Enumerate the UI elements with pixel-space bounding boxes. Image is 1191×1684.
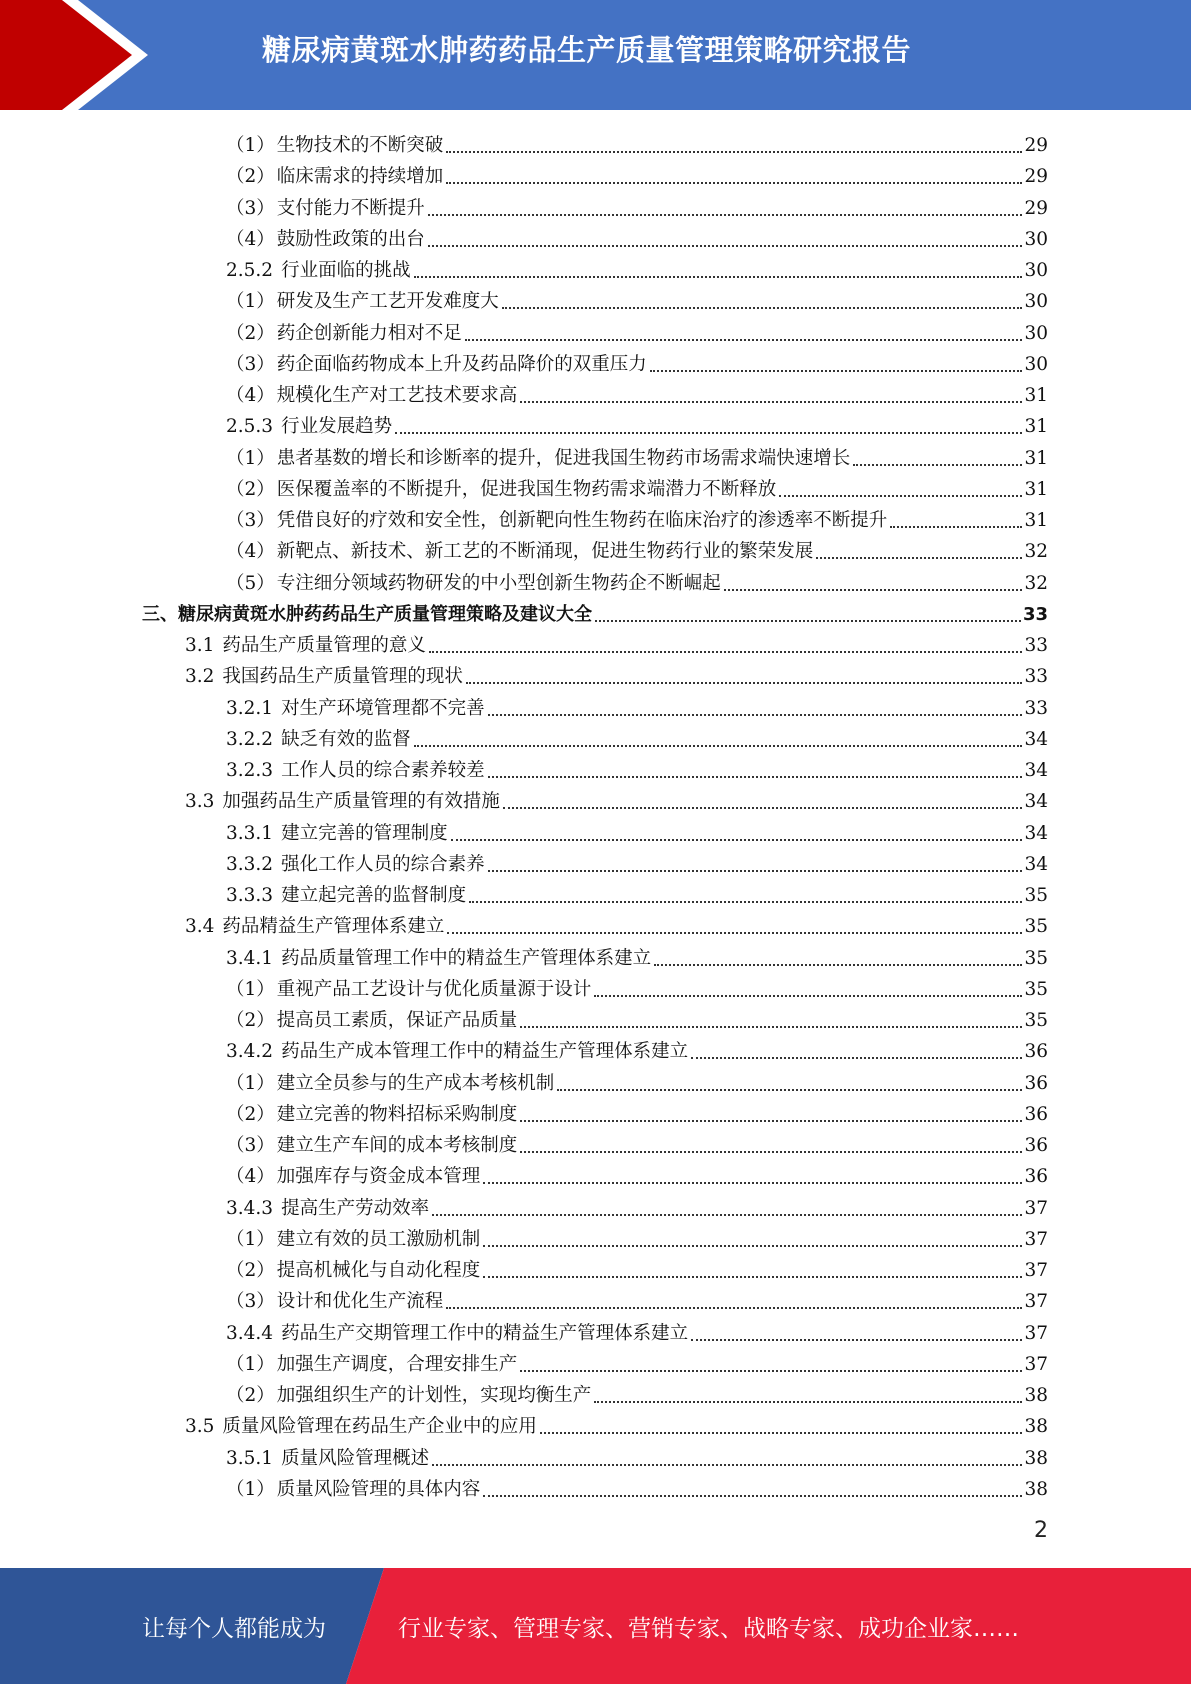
toc-entry-title: 支付能力不断提升 (276, 197, 425, 219)
toc-entry-page: 30 (1024, 260, 1048, 281)
toc-entry[interactable] (226, 1316, 1048, 1346)
footer-slogan-right: 行业专家、管理专家、营销专家、战略专家、成功企业家…… (398, 1616, 1019, 1642)
toc-leader-dots (520, 1370, 1022, 1372)
toc-entry-number: （2） (226, 1103, 275, 1125)
toc-entry-number: （3） (226, 510, 275, 531)
toc-entry[interactable] (226, 816, 1048, 846)
toc-leader-dots (520, 401, 1022, 403)
toc-entry-number: （4） (226, 541, 275, 563)
toc-entry[interactable] (226, 191, 1048, 221)
toc-entry-page: 35 (1024, 916, 1048, 938)
toc-leader-dots (446, 151, 1022, 153)
toc-leader-dots (724, 589, 1023, 591)
toc-leader-dots (469, 901, 1022, 903)
toc-entry-number: （1） (226, 1072, 275, 1094)
page-footer (0, 1568, 1191, 1684)
toc-entry[interactable] (185, 628, 1048, 658)
toc-entry[interactable] (142, 597, 1048, 627)
toc-leader-dots (483, 1245, 1022, 1247)
toc-leader-dots (414, 745, 1023, 747)
toc-entry[interactable] (226, 1191, 1048, 1221)
toc-leader-dots (520, 1026, 1022, 1028)
toc-entry[interactable] (226, 1284, 1048, 1314)
toc-entry-page: 37 (1024, 1197, 1048, 1219)
toc-leader-dots (594, 1401, 1022, 1403)
toc-entry[interactable] (226, 1034, 1048, 1064)
toc-entry-page: 31 (1024, 478, 1048, 500)
toc-entry[interactable] (226, 1222, 1048, 1252)
toc-leader-dots (595, 620, 1021, 622)
toc-entry[interactable] (226, 284, 1048, 314)
toc-entry-page: 31 (1024, 385, 1048, 406)
toc-entry-number: （3） (226, 197, 275, 219)
toc-entry-number: 3.2 (185, 666, 215, 688)
toc-leader-dots (540, 1432, 1023, 1434)
toc-entry-title: 专注细分领域药物研发的中小型创新生物药企不断崛起 (276, 572, 721, 594)
toc-entry-page: 33 (1024, 697, 1048, 719)
toc-entry-page: 35 (1024, 947, 1048, 969)
toc-entry-number: （2） (226, 322, 275, 344)
toc-entry-number: 2.5.3 (226, 416, 274, 438)
toc-entry-title: 质量风险管理的具体内容 (276, 1478, 481, 1500)
toc-entry-title: 对生产环境管理都不完善 (281, 697, 485, 719)
toc-entry[interactable] (226, 253, 1048, 283)
toc-leader-dots (414, 276, 1023, 278)
toc-entry-page: 30 (1024, 322, 1048, 344)
toc-entry[interactable] (226, 1066, 1048, 1096)
toc-entry[interactable] (226, 1441, 1048, 1471)
toc-entry[interactable] (185, 909, 1048, 939)
footer-slogan-left: 让每个人都能成为 (142, 1616, 326, 1642)
toc-entry-number: 3.2.2 (226, 728, 274, 750)
toc-entry-page: 29 (1024, 135, 1048, 156)
toc-entry-title: 药品精益生产管理体系建立 (222, 916, 445, 938)
toc-leader-dots (488, 776, 1023, 778)
toc-entry-title: 药品生产成本管理工作中的精益生产管理体系建立 (281, 1041, 689, 1063)
toc-entry-number: （3） (226, 1291, 275, 1313)
toc-leader-dots (446, 1307, 1022, 1309)
toc-entry[interactable] (226, 972, 1048, 1002)
toc-leader-dots (520, 1120, 1022, 1122)
toc-entry-page: 34 (1024, 728, 1048, 750)
toc-entry-page: 38 (1024, 1478, 1048, 1500)
toc-entry[interactable] (226, 1253, 1048, 1283)
toc-leader-dots (890, 526, 1022, 528)
toc-leader-dots (650, 370, 1023, 372)
toc-entry-page: 33 (1022, 603, 1048, 625)
toc-entry-number: 3.1 (185, 635, 215, 656)
toc-entry-title: 建立起完善的监督制度 (281, 885, 467, 906)
toc-entry-page: 32 (1024, 572, 1048, 594)
toc-leader-dots (654, 964, 1022, 966)
toc-entry[interactable] (226, 503, 1048, 533)
toc-entry-title: 我国药品生产质量管理的现状 (222, 666, 463, 688)
toc-entry-number: （4） (226, 1166, 275, 1188)
toc-entry-title: 建立生产车间的成本考核制度 (276, 1135, 518, 1156)
toc-entry-number: （2） (226, 478, 275, 500)
toc-entry-page: 36 (1024, 1041, 1048, 1063)
toc-entry[interactable] (226, 1097, 1048, 1127)
toc-entry-title: 设计和优化生产流程 (276, 1291, 444, 1313)
toc-entry[interactable] (226, 1159, 1048, 1189)
report-title: 糖尿病黄斑水肿药药品生产质量管理策略研究报告 (262, 33, 912, 67)
toc-leader-dots (447, 932, 1022, 934)
toc-entry-title: 重视产品工艺设计与优化质量源于设计 (276, 978, 592, 1000)
toc-entry-number: 3.3.2 (226, 853, 274, 875)
toc-entry-title: 研发及生产工艺开发难度大 (276, 291, 499, 313)
toc-entry-number: 3.3 (185, 791, 215, 813)
toc-leader-dots (816, 557, 1022, 559)
toc-entry-number: （5） (226, 572, 275, 594)
toc-entry-page: 36 (1024, 1103, 1048, 1125)
toc-entry-number: （3） (226, 1135, 275, 1156)
toc-entry-page: 37 (1024, 1353, 1048, 1375)
toc-entry[interactable] (185, 784, 1048, 814)
toc-entry-number: 3.5.1 (226, 1447, 274, 1469)
toc-entry[interactable] (226, 878, 1048, 908)
toc-leader-dots (428, 245, 1023, 247)
toc-leader-dots (520, 1151, 1022, 1153)
toc-entry-number: 3.2.1 (226, 697, 274, 719)
toc-entry-page: 31 (1024, 510, 1048, 531)
toc-entry[interactable] (185, 1409, 1048, 1439)
toc-entry-page: 32 (1024, 541, 1048, 563)
toc-entry[interactable] (226, 441, 1048, 471)
toc-leader-dots (853, 464, 1022, 466)
toc-leader-dots (465, 339, 1023, 341)
toc-leader-dots (488, 870, 1023, 872)
toc-leader-dots (483, 1276, 1022, 1278)
toc-entry-title: 药品生产质量管理的意义 (222, 635, 426, 656)
toc-entry-number: （1） (226, 447, 275, 469)
header-chevron-icon (0, 0, 160, 110)
toc-leader-dots (779, 495, 1022, 497)
toc-entry-number: （2） (226, 166, 275, 188)
toc-entry-number: （1） (226, 291, 275, 313)
toc-entry-page: 36 (1024, 1072, 1048, 1094)
toc-entry[interactable] (226, 409, 1048, 439)
toc-entry-title: 药品质量管理工作中的精益生产管理体系建立 (281, 947, 652, 969)
toc-entry-title: 临床需求的持续增加 (276, 166, 444, 188)
toc-entry-title: 加强组织生产的计划性，实现均衡生产 (276, 1385, 592, 1406)
toc-entry-title: 质量风险管理在药品生产企业中的应用 (222, 1416, 537, 1438)
toc-entry[interactable] (226, 941, 1048, 971)
toc-leader-dots (446, 182, 1022, 184)
toc-entry[interactable] (226, 316, 1048, 346)
toc-leader-dots (451, 839, 1023, 841)
toc-entry-title: 建立有效的员工激励机制 (276, 1228, 481, 1250)
toc-entry[interactable] (226, 847, 1048, 877)
toc-entry-title: 加强生产调度，合理安排生产 (276, 1353, 518, 1375)
toc-leader-dots (483, 1182, 1022, 1184)
toc-entry-title: 加强库存与资金成本管理 (276, 1166, 481, 1188)
toc-leader-dots (432, 1214, 1022, 1216)
toc-entry[interactable] (226, 753, 1048, 783)
toc-entry-title: 患者基数的增长和诊断率的提升，促进我国生物药市场需求端快速增长 (276, 447, 851, 469)
toc-entry-title: 行业面临的挑战 (281, 260, 411, 281)
toc-entry-title: 提高机械化与自动化程度 (276, 1260, 481, 1281)
toc-leader-dots (691, 1339, 1022, 1341)
page-header (0, 0, 1191, 110)
toc-leader-dots (503, 807, 1023, 809)
toc-entry-title: 质量风险管理概述 (281, 1447, 430, 1469)
toc-entry-title: 药品生产交期管理工作中的精益生产管理体系建立 (281, 1322, 689, 1344)
toc-entry[interactable] (226, 472, 1048, 502)
toc-entry-number: 3.3.3 (226, 885, 274, 906)
toc-entry-number: （2） (226, 1010, 275, 1031)
toc-entry[interactable] (226, 378, 1048, 408)
toc-entry-number: （4） (226, 228, 275, 250)
toc-entry[interactable] (226, 128, 1048, 158)
toc-leader-dots (466, 682, 1023, 684)
toc-leader-dots (483, 1495, 1022, 1497)
toc-entry-number: （3） (226, 353, 275, 375)
toc-entry[interactable] (226, 1347, 1048, 1377)
toc-entry-page: 34 (1024, 760, 1048, 781)
toc-entry-number: 3.2.3 (226, 760, 274, 781)
toc-entry-number: 2.5.2 (226, 260, 274, 281)
toc-entry-number: 3.4.2 (226, 1041, 274, 1063)
toc-entry-page: 31 (1024, 447, 1048, 469)
toc-entry-title: 强化工作人员的综合素养 (281, 853, 485, 875)
toc-entry-number: 3.4.4 (226, 1322, 274, 1344)
toc-entry-page: 35 (1024, 1010, 1048, 1031)
toc-entry-number: （1） (226, 978, 275, 1000)
toc-entry-title: 医保覆盖率的不断提升，促进我国生物药需求端潜力不断释放 (276, 478, 777, 500)
page-number: 2 (1034, 1518, 1048, 1543)
toc-entry-title: 提高生产劳动效率 (281, 1197, 430, 1219)
toc-entry-number: 3.4.1 (226, 947, 274, 969)
toc-entry-page: 30 (1024, 353, 1048, 375)
toc-entry[interactable] (226, 347, 1048, 377)
toc-leader-dots (428, 214, 1023, 216)
toc-entry-page: 37 (1024, 1260, 1048, 1281)
toc-entry-page: 36 (1024, 1166, 1048, 1188)
toc-entry-title: 凭借良好的疗效和安全性，创新靶向性生物药在临床治疗的渗透率不断提升 (276, 510, 888, 531)
toc-leader-dots (488, 714, 1023, 716)
toc-entry-page: 29 (1024, 166, 1048, 188)
toc-entry[interactable] (226, 691, 1048, 721)
toc-entry-number: 3.4 (185, 916, 215, 938)
toc-leader-dots (594, 995, 1022, 997)
toc-leader-dots (429, 651, 1023, 653)
toc-entry-page: 35 (1024, 885, 1048, 906)
toc-entry-title: 缺乏有效的监督 (281, 728, 411, 750)
toc-entry-page: 34 (1024, 822, 1048, 844)
toc-entry-number: （1） (226, 1228, 275, 1250)
toc-entry-page: 38 (1024, 1447, 1048, 1469)
toc-entry-title: 建立完善的管理制度 (281, 822, 448, 844)
toc-entry-title: 药企面临药物成本上升及药品降价的双重压力 (276, 353, 647, 375)
toc-entry-page: 29 (1024, 197, 1048, 219)
toc-entry-number: （2） (226, 1385, 275, 1406)
toc-entry[interactable] (185, 659, 1048, 689)
toc-entry-page: 37 (1024, 1322, 1048, 1344)
toc-entry-page: 30 (1024, 228, 1048, 250)
toc-entry[interactable] (226, 222, 1048, 252)
toc-entry[interactable] (226, 1472, 1048, 1502)
toc-entry-number: （4） (226, 385, 275, 406)
toc-entry-page: 38 (1024, 1385, 1048, 1406)
toc-entry-page: 35 (1024, 978, 1048, 1000)
toc-entry-number: 3.5 (185, 1416, 215, 1438)
toc-entry-title: 鼓励性政策的出台 (276, 228, 425, 250)
toc-leader-dots (432, 1464, 1022, 1466)
toc-entry-page: 37 (1024, 1291, 1048, 1313)
toc-entry-title: 提高员工素质，保证产品质量 (276, 1010, 518, 1031)
toc-entry[interactable] (226, 159, 1048, 189)
toc-entry-page: 33 (1024, 666, 1048, 688)
toc-entry-number: 3.4.3 (226, 1197, 274, 1219)
toc-entry-number: （1） (226, 135, 275, 156)
toc-entry-title: 加强药品生产质量管理的有效措施 (222, 791, 500, 813)
toc-leader-dots (557, 1089, 1022, 1091)
toc-entry-title: 糖尿病黄斑水肿药药品生产质量管理策略及建议大全 (178, 603, 592, 625)
toc-entry-title: 规模化生产对工艺技术要求高 (276, 385, 518, 406)
toc-entry-page: 31 (1024, 416, 1048, 438)
toc-entry-page: 36 (1024, 1135, 1048, 1156)
toc-leader-dots (502, 307, 1023, 309)
toc-entry-title: 工作人员的综合素养较差 (281, 760, 485, 781)
toc-entry-title: 建立完善的物料招标采购制度 (276, 1103, 518, 1125)
toc-entry-number: （1） (226, 1478, 275, 1500)
toc-entry-page: 37 (1024, 1228, 1048, 1250)
toc-entry[interactable] (226, 566, 1048, 596)
toc-leader-dots (691, 1057, 1022, 1059)
toc-entry-page: 34 (1024, 853, 1048, 875)
toc-entry-number: （2） (226, 1260, 275, 1281)
toc-entry-title: 行业发展趋势 (281, 416, 393, 438)
toc-entry[interactable] (226, 722, 1048, 752)
toc-entry-title: 生物技术的不断突破 (276, 135, 444, 156)
toc-entry-page: 30 (1024, 291, 1048, 313)
toc-entry[interactable] (226, 1128, 1048, 1158)
toc-entry-page: 34 (1024, 791, 1048, 813)
toc-entry-number: 3.3.1 (226, 822, 274, 844)
toc-entry-title: 新靶点、新技术、新工艺的不断涌现，促进生物药行业的繁荣发展 (276, 541, 814, 563)
toc-entry[interactable] (226, 534, 1048, 564)
toc-leader-dots (395, 432, 1022, 434)
toc-entry[interactable] (226, 1378, 1048, 1408)
toc-entry-title: 药企创新能力相对不足 (276, 322, 462, 344)
toc-entry[interactable] (226, 1003, 1048, 1033)
toc-entry-number: 三、 (142, 603, 178, 625)
toc-entry-number: （1） (226, 1353, 275, 1375)
toc-entry-page: 33 (1024, 635, 1048, 656)
toc-entry-page: 38 (1024, 1416, 1048, 1438)
toc-entry-title: 建立全员参与的生产成本考核机制 (276, 1072, 555, 1094)
